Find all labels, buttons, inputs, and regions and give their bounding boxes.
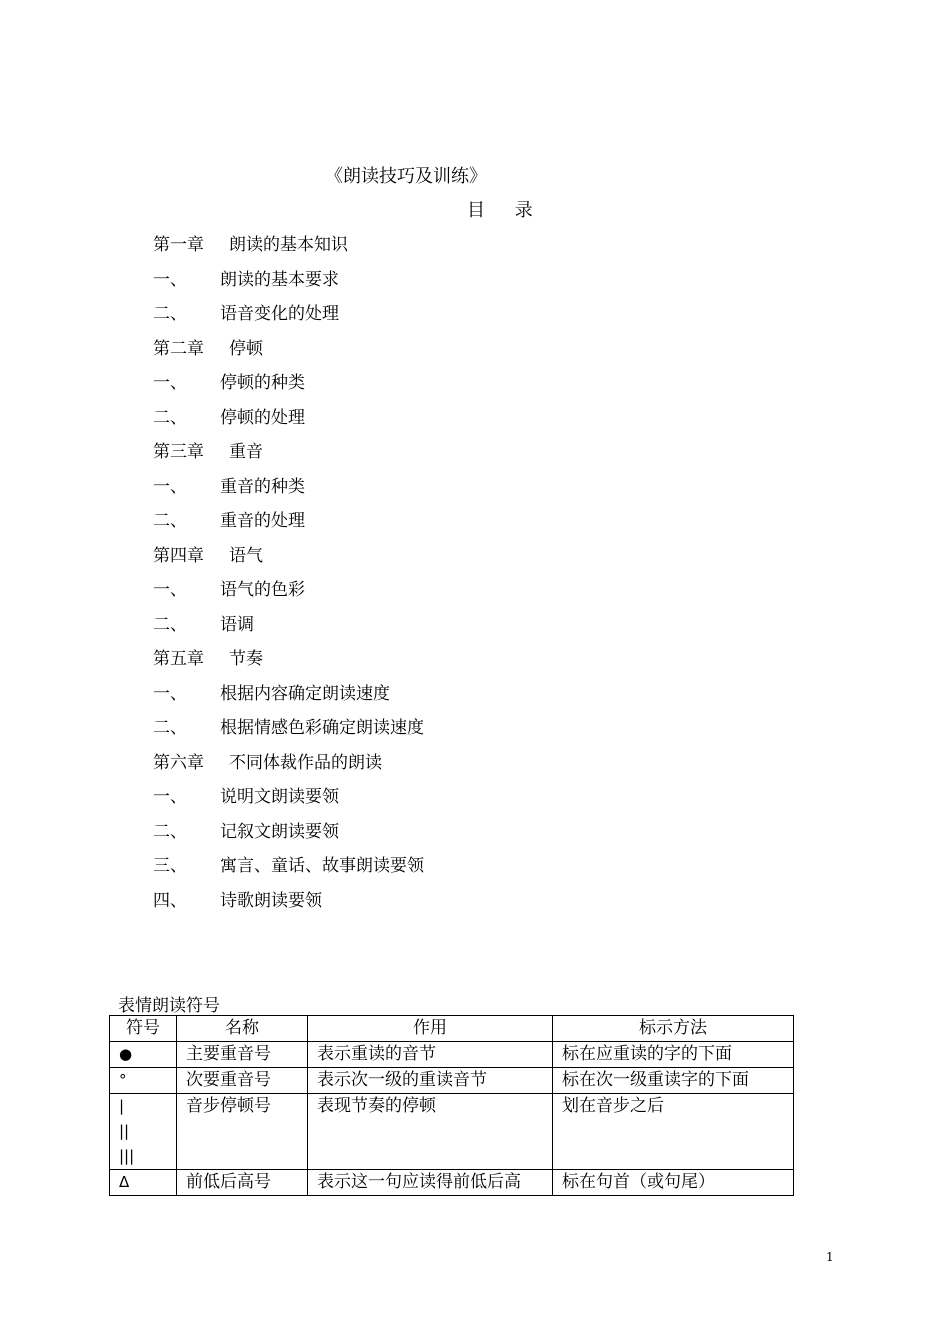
toc-chapter <box>153 334 653 369</box>
toc-number: 一、 <box>153 269 187 290</box>
toc-text: 节奏 <box>229 649 263 669</box>
table-caption: 表情朗读符号 <box>118 996 220 1016</box>
table-row <box>110 1042 794 1068</box>
method-cell: 标在次一级重读字的下面 <box>553 1068 794 1094</box>
use-cell: 表示次一级的重读音节 <box>308 1068 553 1094</box>
toc-section <box>153 713 653 748</box>
symbol-cell: Δ <box>110 1170 177 1196</box>
toc-text: 根据情感色彩确定朗读速度 <box>220 718 424 738</box>
name-cell: 次要重音号 <box>177 1068 308 1094</box>
toc-number: 二、 <box>153 614 187 635</box>
page-number: 1 <box>826 1250 834 1264</box>
symbol-cell <box>110 1094 177 1170</box>
use-cell: 表示这一句应读得前低后高 <box>308 1170 553 1196</box>
triple-bar-symbol: ||| <box>119 1147 135 1165</box>
use-cell: 表示重读的音节 <box>308 1042 553 1068</box>
toc-number: 三、 <box>153 856 187 876</box>
toc-section <box>153 368 653 403</box>
method-cell: 标在应重读的字的下面 <box>553 1042 794 1068</box>
method-cell: 划在音步之后 <box>553 1094 794 1170</box>
toc-text: 重音的种类 <box>220 476 305 497</box>
toc-number: 第五章 <box>153 649 204 669</box>
toc-section <box>153 506 653 541</box>
toc-number: 一、 <box>153 580 187 600</box>
toc-section <box>153 782 653 817</box>
toc-chapter <box>153 230 653 265</box>
toc-text: 不同体裁作品的朗读 <box>229 752 382 773</box>
header-method: 标示方法 <box>553 1016 794 1042</box>
toc-text: 语调 <box>220 614 254 635</box>
toc-text: 寓言、童话、故事朗读要领 <box>220 856 424 876</box>
toc-text: 根据内容确定朗读速度 <box>220 683 390 704</box>
method-cell: 标在句首（或句尾） <box>553 1170 794 1196</box>
toc-text: 朗读的基本知识 <box>229 235 348 255</box>
double-bar-symbol: || <box>119 1122 130 1140</box>
toc-section <box>153 575 653 610</box>
toc-number: 二、 <box>153 511 187 531</box>
table-of-contents <box>153 230 653 920</box>
toc-text: 重音 <box>229 442 263 462</box>
name-cell: 前低后高号 <box>177 1170 308 1196</box>
table-header-row <box>110 1016 794 1042</box>
header-symbol: 符号 <box>110 1016 177 1042</box>
toc-text: 重音的处理 <box>220 511 305 531</box>
toc-chapter <box>153 541 653 576</box>
toc-text: 停顿 <box>229 338 263 359</box>
table-row <box>110 1170 794 1196</box>
toc-text: 诗歌朗读要领 <box>220 890 322 911</box>
toc-chapter <box>153 644 653 679</box>
toc-number: 第三章 <box>153 442 204 462</box>
toc-text: 停顿的种类 <box>220 373 305 393</box>
toc-number: 一、 <box>153 476 187 497</box>
toc-text: 记叙文朗读要领 <box>220 821 339 842</box>
toc-chapter <box>153 748 653 783</box>
table-row <box>110 1094 794 1170</box>
toc-section <box>153 679 653 714</box>
name-cell: 音步停顿号 <box>177 1094 308 1170</box>
toc-text: 说明文朗读要领 <box>220 787 339 807</box>
table-row <box>110 1068 794 1094</box>
header-name: 名称 <box>177 1016 308 1042</box>
toc-chapter <box>153 437 653 472</box>
toc-number: 一、 <box>153 373 187 393</box>
toc-text: 停顿的处理 <box>220 407 305 428</box>
toc-section <box>153 265 653 300</box>
toc-number: 二、 <box>153 407 187 428</box>
symbol-cell: ° <box>110 1068 177 1094</box>
toc-number: 第六章 <box>153 752 204 773</box>
toc-text: 语气 <box>229 545 263 566</box>
header-use: 作用 <box>308 1016 553 1042</box>
toc-section <box>153 817 653 852</box>
toc-heading: 目 录 <box>467 200 545 221</box>
book-title: 《朗读技巧及训练》 <box>325 166 487 187</box>
toc-number: 二、 <box>153 821 187 842</box>
toc-number: 四、 <box>153 890 187 911</box>
toc-section <box>153 403 653 438</box>
single-bar-symbol: | <box>119 1097 125 1115</box>
toc-section <box>153 610 653 645</box>
toc-text: 语气的色彩 <box>220 580 305 600</box>
toc-section <box>153 472 653 507</box>
toc-number: 第四章 <box>153 545 204 566</box>
reading-symbols-table <box>109 1015 794 1196</box>
symbol-cell: ● <box>110 1042 177 1068</box>
toc-text: 语音变化的处理 <box>220 304 339 324</box>
name-cell: 主要重音号 <box>177 1042 308 1068</box>
toc-text: 朗读的基本要求 <box>220 269 339 290</box>
toc-number: 第二章 <box>153 338 204 359</box>
toc-number: 第一章 <box>153 235 204 255</box>
toc-section <box>153 299 653 334</box>
toc-number: 一、 <box>153 683 187 704</box>
toc-section <box>153 851 653 886</box>
toc-number: 一、 <box>153 787 187 807</box>
toc-number: 二、 <box>153 304 187 324</box>
toc-number: 二、 <box>153 718 187 738</box>
toc-section <box>153 886 653 921</box>
use-cell: 表现节奏的停顿 <box>308 1094 553 1170</box>
